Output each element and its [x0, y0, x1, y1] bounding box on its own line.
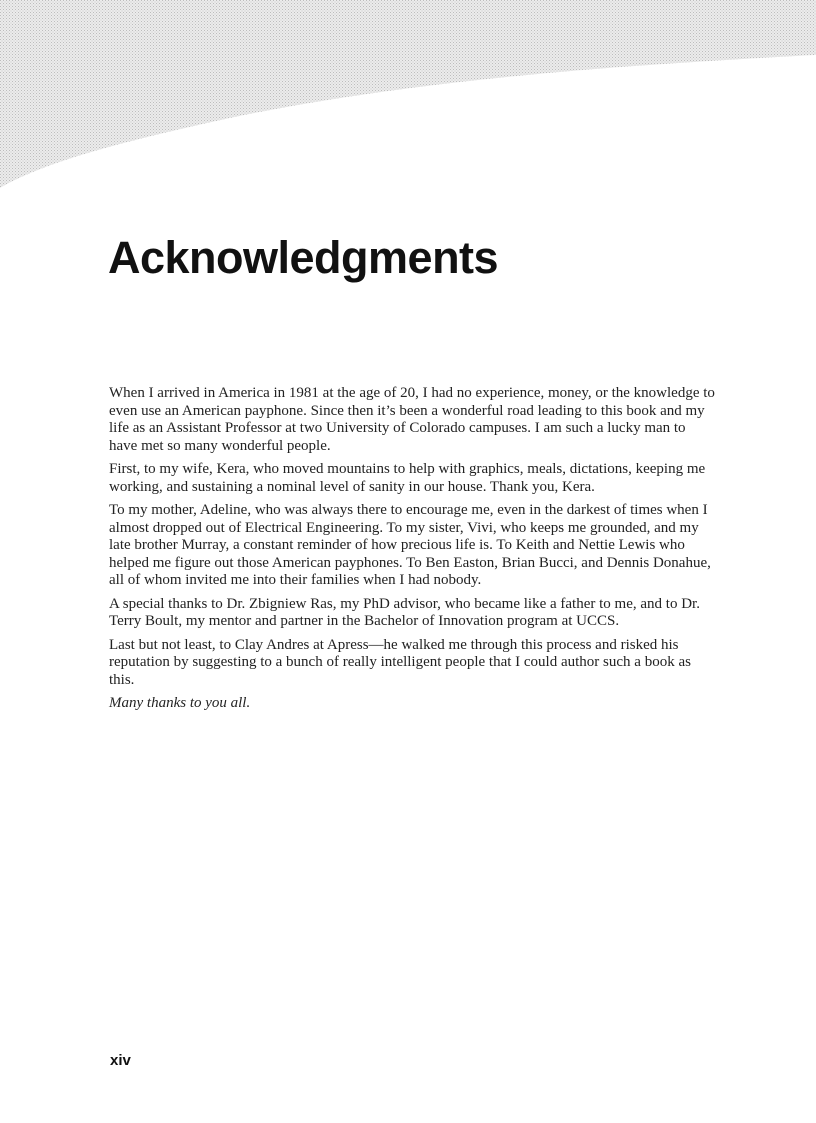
acknowledgments-body — [109, 385, 715, 719]
paragraph: Last but not least, to Clay Andres at Apress—he walked me through this process and risked his reputation by suggesting to a bunch of really intelligent people that I could author such a book as this. — [109, 636, 691, 688]
paragraph: When I arrived in America in 1981 at the age of 20, I had no experience, money, or the knowledge to even use an American payphone. Since then it’s been a wonderful road leading to this book and my life as an Assistant Professor at two University of Colorado campuses. I am such a lucky man to have met so many wonderful people. — [109, 385, 715, 454]
closing-line: Many thanks to you all. — [109, 695, 251, 711]
page-number: xiv — [110, 1052, 131, 1069]
page-title: Acknowledgments — [108, 232, 499, 283]
paragraph: A special thanks to Dr. Zbigniew Ras, my PhD advisor, who became like a father to me, and to Dr. Terry Boult, my mentor and partner in the Bachelor of Innovation program at UCCS. — [109, 595, 700, 629]
paragraph: To my mother, Adeline, who was always there to encourage me, even in the darkest of times when I almost dropped out of Electrical Engineering. To my sister, Vivi, who keeps me grounded, and my late brother Murray, a constant reminder of how precious life is. To Keith and Nettie Lewis who helped me figure out those American payphones. To Ben Easton, Brian Bucci, and Dennis Donahue, all of whom invited me into their families when I had nobody. — [109, 502, 711, 588]
header-decorative-band — [0, 0, 816, 190]
paragraph: First, to my wife, Kera, who moved mountains to help with graphics, meals, dictations, keeping me working, and sustaining a nominal level of sanity in our house. Thank you, Kera. — [109, 461, 706, 495]
